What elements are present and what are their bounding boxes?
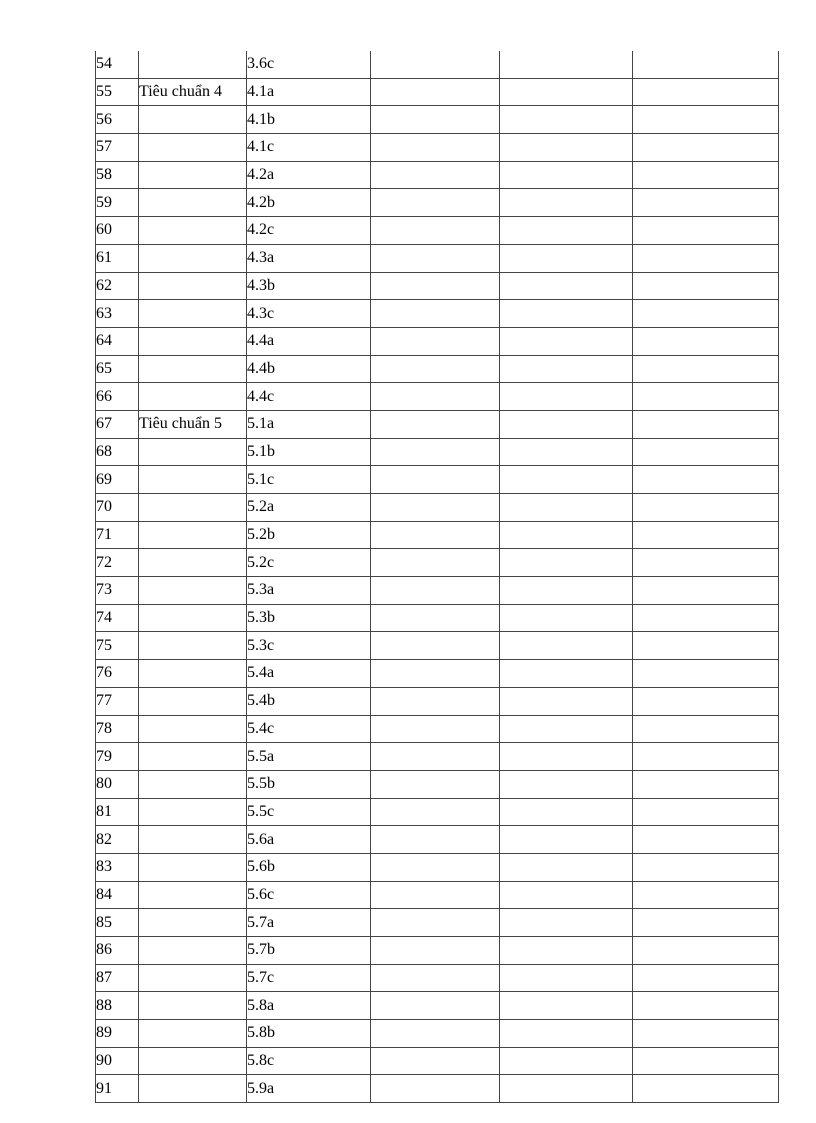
empty-cell-3 (633, 992, 779, 1020)
table-row (96, 78, 779, 106)
standard-cell (139, 577, 247, 605)
row-number-cell: 58 (96, 161, 139, 189)
table-row (96, 715, 779, 743)
standard-cell (139, 881, 247, 909)
empty-cell-3 (633, 521, 779, 549)
criterion-code-cell: 5.4c (247, 715, 371, 743)
empty-cell-2 (500, 189, 633, 217)
empty-cell-2 (500, 687, 633, 715)
empty-cell-3 (633, 909, 779, 937)
empty-cell-3 (633, 327, 779, 355)
table-row (96, 244, 779, 272)
criterion-code-cell: 4.3b (247, 272, 371, 300)
criterion-code-cell: 5.2a (247, 494, 371, 522)
table-row (96, 438, 779, 466)
criterion-code-cell: 4.4b (247, 355, 371, 383)
row-number-cell: 55 (96, 78, 139, 106)
standard-cell (139, 964, 247, 992)
empty-cell-1 (371, 300, 500, 328)
criterion-code-cell: 4.1a (247, 78, 371, 106)
row-number-cell: 64 (96, 327, 139, 355)
row-number-cell: 69 (96, 466, 139, 494)
table-row (96, 217, 779, 245)
empty-cell-1 (371, 660, 500, 688)
empty-cell-3 (633, 161, 779, 189)
empty-cell-2 (500, 521, 633, 549)
empty-cell-2 (500, 51, 633, 78)
empty-cell-2 (500, 881, 633, 909)
standard-cell (139, 660, 247, 688)
row-number-cell: 79 (96, 743, 139, 771)
table-row (96, 881, 779, 909)
standard-cell (139, 217, 247, 245)
empty-cell-3 (633, 660, 779, 688)
empty-cell-2 (500, 1020, 633, 1048)
table-row (96, 687, 779, 715)
empty-cell-2 (500, 383, 633, 411)
empty-cell-2 (500, 355, 633, 383)
table-row (96, 992, 779, 1020)
criterion-code-cell: 4.2c (247, 217, 371, 245)
empty-cell-3 (633, 964, 779, 992)
row-number-cell: 73 (96, 577, 139, 605)
empty-cell-3 (633, 1047, 779, 1075)
criterion-code-cell: 5.6a (247, 826, 371, 854)
standard-cell (139, 853, 247, 881)
row-number-cell: 83 (96, 853, 139, 881)
criterion-code-cell: 5.1b (247, 438, 371, 466)
empty-cell-3 (633, 106, 779, 134)
row-number-cell: 67 (96, 410, 139, 438)
row-number-cell: 54 (96, 51, 139, 78)
standard-cell (139, 715, 247, 743)
standard-cell (139, 909, 247, 937)
table-row (96, 327, 779, 355)
empty-cell-2 (500, 853, 633, 881)
row-number-cell: 70 (96, 494, 139, 522)
empty-cell-3 (633, 632, 779, 660)
empty-cell-1 (371, 355, 500, 383)
empty-cell-1 (371, 217, 500, 245)
standard-cell (139, 383, 247, 411)
criterion-code-cell: 4.1b (247, 106, 371, 134)
empty-cell-1 (371, 577, 500, 605)
criterion-code-cell: 5.8b (247, 1020, 371, 1048)
empty-cell-1 (371, 106, 500, 134)
table-row (96, 660, 779, 688)
empty-cell-3 (633, 937, 779, 965)
empty-cell-3 (633, 1075, 779, 1103)
table-row (96, 410, 779, 438)
empty-cell-3 (633, 78, 779, 106)
empty-cell-1 (371, 715, 500, 743)
table-row (96, 798, 779, 826)
empty-cell-1 (371, 687, 500, 715)
table-row (96, 743, 779, 771)
empty-cell-2 (500, 992, 633, 1020)
empty-cell-2 (500, 964, 633, 992)
row-number-cell: 76 (96, 660, 139, 688)
table-row (96, 355, 779, 383)
row-number-cell: 85 (96, 909, 139, 937)
criterion-code-cell: 5.1c (247, 466, 371, 494)
standard-cell: Tiêu chuẩn 4 (139, 78, 247, 106)
empty-cell-2 (500, 272, 633, 300)
empty-cell-1 (371, 743, 500, 771)
empty-cell-2 (500, 715, 633, 743)
empty-cell-2 (500, 300, 633, 328)
empty-cell-2 (500, 134, 633, 162)
empty-cell-1 (371, 770, 500, 798)
criterion-code-cell: 5.2b (247, 521, 371, 549)
criterion-code-cell: 5.9a (247, 1075, 371, 1103)
standard-cell (139, 1020, 247, 1048)
row-number-cell: 56 (96, 106, 139, 134)
empty-cell-3 (633, 743, 779, 771)
standard-cell (139, 244, 247, 272)
empty-cell-2 (500, 1075, 633, 1103)
empty-cell-1 (371, 881, 500, 909)
empty-cell-1 (371, 134, 500, 162)
criterion-code-cell: 5.8c (247, 1047, 371, 1075)
empty-cell-1 (371, 909, 500, 937)
empty-cell-3 (633, 770, 779, 798)
row-number-cell: 61 (96, 244, 139, 272)
empty-cell-3 (633, 300, 779, 328)
empty-cell-2 (500, 1047, 633, 1075)
empty-cell-1 (371, 521, 500, 549)
standard-cell (139, 992, 247, 1020)
table-row (96, 494, 779, 522)
standard-cell (139, 466, 247, 494)
empty-cell-2 (500, 327, 633, 355)
criterion-code-cell: 4.2a (247, 161, 371, 189)
row-number-cell: 65 (96, 355, 139, 383)
standard-cell (139, 798, 247, 826)
empty-cell-3 (633, 715, 779, 743)
row-number-cell: 86 (96, 937, 139, 965)
empty-cell-3 (633, 134, 779, 162)
empty-cell-1 (371, 937, 500, 965)
empty-cell-1 (371, 438, 500, 466)
criterion-code-cell: 4.2b (247, 189, 371, 217)
standard-cell (139, 106, 247, 134)
criterion-code-cell: 5.3b (247, 604, 371, 632)
standard-cell (139, 743, 247, 771)
table-row (96, 853, 779, 881)
table-row (96, 826, 779, 854)
criterion-code-cell: 4.3a (247, 244, 371, 272)
empty-cell-3 (633, 853, 779, 881)
standard-cell (139, 189, 247, 217)
empty-cell-3 (633, 410, 779, 438)
criterion-code-cell: 5.6b (247, 853, 371, 881)
table-row (96, 937, 779, 965)
empty-cell-1 (371, 244, 500, 272)
empty-cell-1 (371, 1075, 500, 1103)
row-number-cell: 57 (96, 134, 139, 162)
table-row (96, 1075, 779, 1103)
table-row (96, 770, 779, 798)
empty-cell-2 (500, 937, 633, 965)
empty-cell-3 (633, 51, 779, 78)
empty-cell-2 (500, 217, 633, 245)
empty-cell-1 (371, 1047, 500, 1075)
criterion-code-cell: 5.3c (247, 632, 371, 660)
empty-cell-2 (500, 494, 633, 522)
empty-cell-1 (371, 51, 500, 78)
table-row (96, 189, 779, 217)
empty-cell-2 (500, 577, 633, 605)
standard-cell: Tiêu chuẩn 5 (139, 410, 247, 438)
empty-cell-1 (371, 549, 500, 577)
standard-cell (139, 826, 247, 854)
criterion-code-cell: 3.6c (247, 51, 371, 78)
empty-cell-2 (500, 161, 633, 189)
standard-cell (139, 134, 247, 162)
empty-cell-3 (633, 244, 779, 272)
criterion-code-cell: 4.1c (247, 134, 371, 162)
table-body (96, 51, 779, 1103)
row-number-cell: 72 (96, 549, 139, 577)
empty-cell-1 (371, 272, 500, 300)
row-number-cell: 60 (96, 217, 139, 245)
empty-cell-3 (633, 881, 779, 909)
row-number-cell: 75 (96, 632, 139, 660)
empty-cell-1 (371, 189, 500, 217)
table-row (96, 632, 779, 660)
standard-cell (139, 937, 247, 965)
empty-cell-3 (633, 466, 779, 494)
criterion-code-cell: 4.4c (247, 383, 371, 411)
standard-cell (139, 327, 247, 355)
row-number-cell: 80 (96, 770, 139, 798)
row-number-cell: 78 (96, 715, 139, 743)
empty-cell-2 (500, 826, 633, 854)
table-row (96, 604, 779, 632)
row-number-cell: 71 (96, 521, 139, 549)
standard-cell (139, 687, 247, 715)
row-number-cell: 59 (96, 189, 139, 217)
row-number-cell: 87 (96, 964, 139, 992)
criterion-code-cell: 5.7b (247, 937, 371, 965)
criterion-code-cell: 5.7a (247, 909, 371, 937)
row-number-cell: 74 (96, 604, 139, 632)
row-number-cell: 84 (96, 881, 139, 909)
empty-cell-1 (371, 964, 500, 992)
criterion-code-cell: 5.5a (247, 743, 371, 771)
empty-cell-3 (633, 826, 779, 854)
empty-cell-2 (500, 410, 633, 438)
table-row (96, 577, 779, 605)
table-row (96, 134, 779, 162)
criteria-table (95, 51, 779, 1103)
table-row (96, 964, 779, 992)
empty-cell-3 (633, 1020, 779, 1048)
empty-cell-1 (371, 1020, 500, 1048)
criterion-code-cell: 5.7c (247, 964, 371, 992)
empty-cell-2 (500, 909, 633, 937)
criterion-code-cell: 5.3a (247, 577, 371, 605)
table-row (96, 466, 779, 494)
empty-cell-2 (500, 78, 633, 106)
empty-cell-3 (633, 217, 779, 245)
empty-cell-3 (633, 604, 779, 632)
standard-cell (139, 51, 247, 78)
empty-cell-2 (500, 438, 633, 466)
row-number-cell: 82 (96, 826, 139, 854)
row-number-cell: 77 (96, 687, 139, 715)
empty-cell-2 (500, 798, 633, 826)
criterion-code-cell: 5.6c (247, 881, 371, 909)
empty-cell-1 (371, 632, 500, 660)
criterion-code-cell: 5.5c (247, 798, 371, 826)
standard-cell (139, 272, 247, 300)
row-number-cell: 63 (96, 300, 139, 328)
criterion-code-cell: 5.2c (247, 549, 371, 577)
standard-cell (139, 604, 247, 632)
table-row (96, 383, 779, 411)
empty-cell-1 (371, 383, 500, 411)
empty-cell-1 (371, 826, 500, 854)
criterion-code-cell: 4.4a (247, 327, 371, 355)
row-number-cell: 88 (96, 992, 139, 1020)
standard-cell (139, 494, 247, 522)
empty-cell-1 (371, 161, 500, 189)
empty-cell-1 (371, 992, 500, 1020)
row-number-cell: 62 (96, 272, 139, 300)
empty-cell-3 (633, 577, 779, 605)
empty-cell-2 (500, 106, 633, 134)
empty-cell-3 (633, 189, 779, 217)
table-row (96, 549, 779, 577)
empty-cell-1 (371, 853, 500, 881)
table-row (96, 521, 779, 549)
standard-cell (139, 161, 247, 189)
criterion-code-cell: 5.5b (247, 770, 371, 798)
empty-cell-2 (500, 604, 633, 632)
standard-cell (139, 300, 247, 328)
table-row (96, 272, 779, 300)
row-number-cell: 91 (96, 1075, 139, 1103)
criterion-code-cell: 5.4b (247, 687, 371, 715)
empty-cell-1 (371, 78, 500, 106)
empty-cell-3 (633, 438, 779, 466)
criterion-code-cell: 5.4a (247, 660, 371, 688)
row-number-cell: 89 (96, 1020, 139, 1048)
empty-cell-2 (500, 770, 633, 798)
empty-cell-2 (500, 743, 633, 771)
empty-cell-2 (500, 632, 633, 660)
empty-cell-1 (371, 466, 500, 494)
criterion-code-cell: 4.3c (247, 300, 371, 328)
table-row (96, 51, 779, 78)
empty-cell-3 (633, 355, 779, 383)
standard-cell (139, 521, 247, 549)
table-row (96, 909, 779, 937)
empty-cell-1 (371, 494, 500, 522)
empty-cell-2 (500, 244, 633, 272)
empty-cell-2 (500, 466, 633, 494)
empty-cell-1 (371, 327, 500, 355)
empty-cell-2 (500, 660, 633, 688)
standard-cell (139, 770, 247, 798)
standard-cell (139, 549, 247, 577)
standard-cell (139, 355, 247, 383)
table-row (96, 106, 779, 134)
empty-cell-3 (633, 798, 779, 826)
table-row (96, 1020, 779, 1048)
standard-cell (139, 1075, 247, 1103)
table-row (96, 1047, 779, 1075)
empty-cell-1 (371, 604, 500, 632)
standard-cell (139, 1047, 247, 1075)
row-number-cell: 66 (96, 383, 139, 411)
empty-cell-3 (633, 383, 779, 411)
row-number-cell: 68 (96, 438, 139, 466)
criterion-code-cell: 5.1a (247, 410, 371, 438)
empty-cell-2 (500, 549, 633, 577)
standard-cell (139, 438, 247, 466)
row-number-cell: 81 (96, 798, 139, 826)
row-number-cell: 90 (96, 1047, 139, 1075)
empty-cell-3 (633, 549, 779, 577)
empty-cell-1 (371, 798, 500, 826)
table-row (96, 300, 779, 328)
empty-cell-3 (633, 494, 779, 522)
empty-cell-3 (633, 687, 779, 715)
empty-cell-1 (371, 410, 500, 438)
table-row (96, 161, 779, 189)
empty-cell-3 (633, 272, 779, 300)
standard-cell (139, 632, 247, 660)
criterion-code-cell: 5.8a (247, 992, 371, 1020)
